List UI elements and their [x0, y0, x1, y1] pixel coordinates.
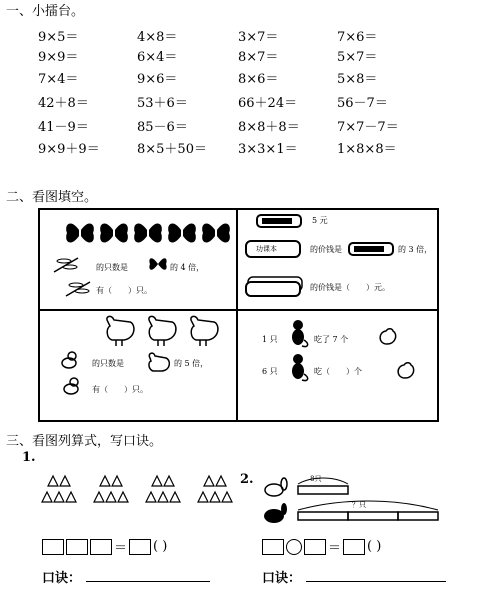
quiz-item: 56－7＝	[337, 96, 388, 111]
answer-box[interactable]	[343, 539, 365, 555]
quiz-item: 5×8＝	[337, 72, 378, 87]
quiz-item: 85－6＝	[137, 120, 188, 135]
triangle-group	[196, 474, 236, 506]
triangle-icon	[146, 492, 156, 502]
monkey-icon	[286, 318, 310, 348]
section-2-title: 二、看图填空。	[6, 190, 98, 205]
quiz-item: 1×8×8＝	[337, 142, 397, 157]
cell4-text-b: 吃了 7 个	[314, 335, 349, 344]
section-3-title: 三、看图列算式，写口诀。	[6, 434, 163, 449]
cell4-text-c: 6 只	[262, 367, 278, 376]
triangle-icon	[216, 476, 226, 486]
triangle-icon	[170, 492, 180, 502]
butterfly-icons	[65, 216, 230, 250]
monkey-icon-2	[286, 352, 310, 382]
dragonfly-icon-2	[64, 278, 94, 298]
rabbit-white-icon	[265, 478, 287, 496]
quiz-item: 9×9＋9＝	[38, 142, 100, 157]
quiz-item: 8×6＝	[238, 72, 279, 87]
equals-sign: ＝	[328, 541, 342, 556]
triangle-icon	[152, 476, 162, 486]
triangle-icon	[48, 476, 58, 486]
rabbit-black-icon	[264, 503, 287, 523]
triangle-icon	[198, 492, 208, 502]
equation-1	[42, 537, 167, 556]
section-1-title: 一、小擂台。	[6, 4, 85, 19]
triangle-group	[92, 474, 132, 506]
triangle-icon	[158, 492, 168, 502]
problem-1-number: 1.	[22, 450, 36, 465]
notebook-stack-icon	[244, 276, 306, 300]
koujue-label-2: 口诀：	[262, 571, 302, 586]
quiz-item: 8×8＋8＝	[238, 120, 300, 135]
pencil-box-icon	[256, 212, 304, 230]
triangle-icon	[66, 492, 76, 502]
triangle-icon	[54, 492, 64, 502]
answer-box[interactable]	[129, 539, 151, 555]
triangle-group	[144, 474, 184, 506]
cell1-text-a: 的只数是	[96, 263, 128, 272]
answer-paren: ( )	[153, 539, 168, 554]
quiz-item: 7×6＝	[337, 30, 378, 45]
quiz-item: 5×7＝	[337, 50, 378, 65]
triangle-icon	[118, 492, 128, 502]
triangle-group	[40, 474, 80, 506]
triangle-icon	[100, 476, 110, 486]
triangle-icon	[106, 492, 116, 502]
quiz-item: 3×3×1＝	[238, 142, 298, 157]
dragonfly-icon	[52, 254, 82, 274]
pencil-box-icon-2	[348, 240, 396, 258]
cell1-text-c: 有（ ）只。	[96, 286, 152, 295]
cell3-text-b: 的 5 倍，	[174, 359, 209, 368]
price-label: 5 元	[312, 216, 328, 225]
quiz-item: 9×9＝	[38, 50, 79, 65]
table-divider-vertical	[236, 208, 238, 420]
peach-icon-2	[394, 360, 416, 380]
answer-paren: ( )	[367, 539, 382, 554]
answer-box[interactable]	[66, 539, 88, 555]
operator-circle[interactable]	[286, 539, 302, 555]
cell2-text-c: 的价钱是（ ）元。	[310, 283, 390, 292]
cell4-text-a: 1 只	[262, 335, 278, 344]
triangle-icon	[112, 476, 122, 486]
quiz-item: 7×4＝	[38, 72, 79, 87]
koujue-blank-1[interactable]	[86, 581, 210, 582]
answer-box[interactable]	[262, 539, 284, 555]
chick-icon-2	[62, 376, 82, 396]
quiz-item: 41－9＝	[38, 120, 89, 135]
chick-icon	[60, 350, 80, 370]
koujue-label-1: 口诀：	[42, 571, 82, 586]
equation-2	[262, 537, 381, 556]
quiz-item: 3×7＝	[238, 30, 279, 45]
triangle-icon	[42, 492, 52, 502]
answer-box[interactable]	[42, 539, 64, 555]
quiz-item: 7×7－7＝	[337, 120, 399, 135]
peach-icon	[376, 326, 398, 346]
quiz-item: 9×5＝	[38, 30, 79, 45]
answer-box[interactable]	[90, 539, 112, 555]
triangle-icon	[210, 492, 220, 502]
triangle-icon	[222, 492, 232, 502]
table-divider-horizontal	[38, 309, 438, 311]
triangle-icon	[94, 492, 104, 502]
butterfly-icon-small	[148, 254, 168, 274]
cell3-text-c: 有（ ）只。	[92, 385, 148, 394]
triangle-icon	[164, 476, 174, 486]
cell1-text-b: 的 4 倍，	[170, 263, 205, 272]
cell3-text-a: 的只数是	[92, 359, 124, 368]
problem-2-number: 2.	[240, 472, 254, 487]
label-8: 8只	[310, 475, 322, 483]
answer-box[interactable]	[304, 539, 326, 555]
quiz-item: 53＋6＝	[137, 96, 188, 111]
quiz-item: 66＋24＝	[238, 96, 298, 111]
hen-icon-small	[146, 350, 172, 372]
quiz-item: 8×5＋50＝	[137, 142, 207, 157]
cell4-text-d: 吃（ ）个	[314, 367, 362, 376]
notebook-label: 功课本	[256, 245, 277, 253]
label-question: ？只	[352, 501, 366, 509]
equals-sign: ＝	[114, 541, 128, 556]
triangle-icon	[60, 476, 70, 486]
cell2-text-b: 的 3 倍，	[398, 245, 433, 254]
quiz-item: 9×6＝	[137, 72, 178, 87]
quiz-item: 4×8＝	[137, 30, 178, 45]
quiz-item: 8×7＝	[238, 50, 279, 65]
cell2-text-a: 的价钱是	[310, 245, 342, 254]
hen-icons	[102, 312, 228, 348]
quiz-item: 6×4＝	[137, 50, 178, 65]
quiz-item: 42＋8＝	[38, 96, 89, 111]
triangle-icon	[204, 476, 214, 486]
koujue-blank-2[interactable]	[306, 581, 446, 582]
